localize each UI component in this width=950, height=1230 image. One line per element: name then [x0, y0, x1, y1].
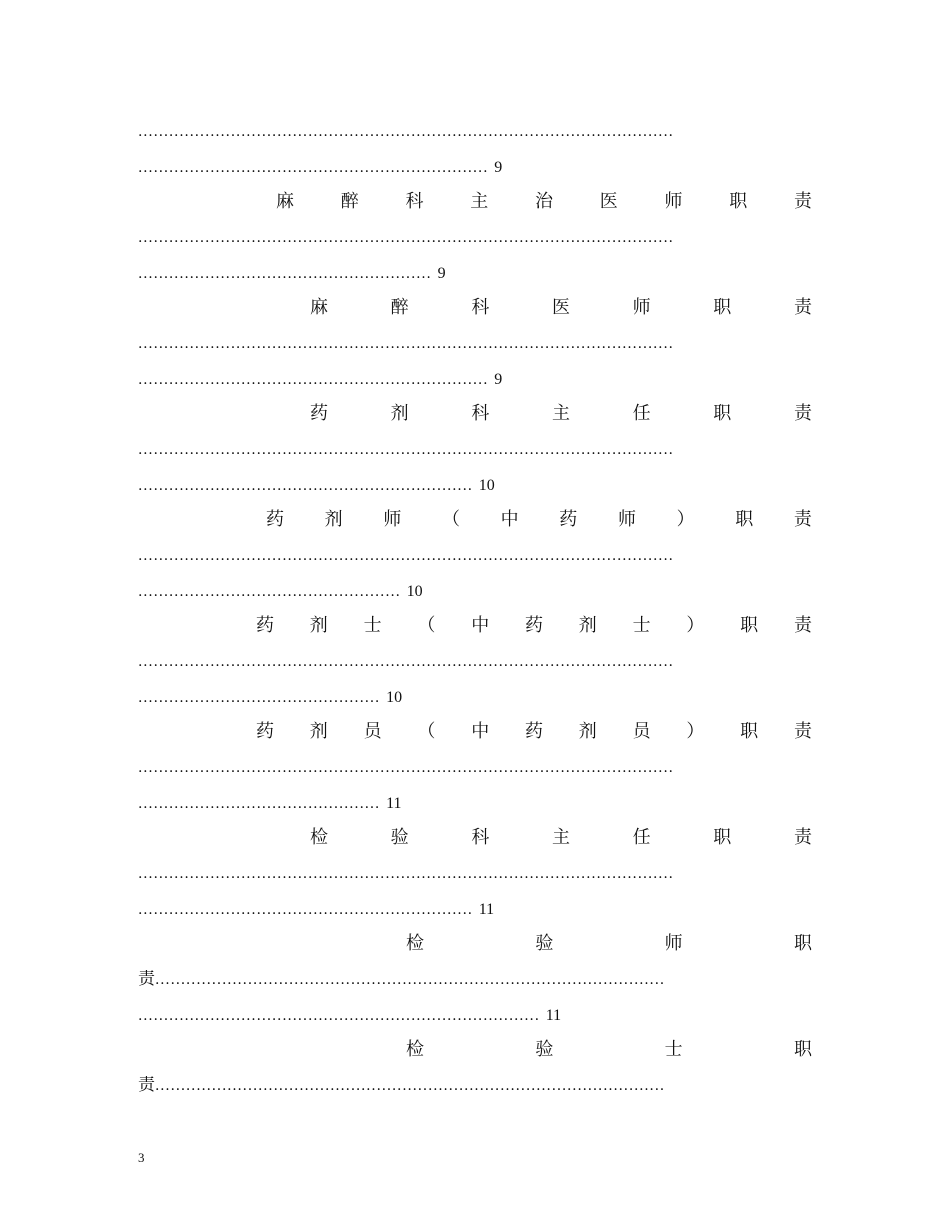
toc-leader-dots: .............................................................................. 11	[138, 1008, 562, 1024]
toc-leader-dots: ........................................................................................................	[138, 760, 674, 776]
toc-leader-dots: ............................................... 10	[138, 690, 403, 706]
toc-entry-title: 检 验 士 职	[406, 1039, 812, 1060]
toc-leader-dots: ................................................................. 11	[138, 902, 495, 918]
toc-leader-dots: ................................................... 10	[138, 584, 423, 600]
toc-entry-title: 检 验 师 职	[406, 933, 812, 954]
toc-entry-title: 药 剂 师 （ 中 药 师 ） 职 责	[266, 509, 812, 530]
toc-leader-dots: ........................................................................................................	[138, 230, 674, 246]
toc-leader-dots: ............................................... 11	[138, 796, 402, 812]
toc-page-number: 11	[545, 1008, 562, 1024]
toc-page-number: 9	[437, 266, 446, 282]
toc-leader-dots: ........................................................................................................	[138, 654, 674, 670]
toc-page-number: 9	[494, 372, 503, 388]
toc-leader-dots: ........................................................................................................	[138, 124, 674, 140]
toc-leader-dots: ........................................................................................................	[138, 442, 674, 458]
toc-entry-title: 麻 醉 科 医 师 职 责	[310, 297, 812, 318]
toc-entry-title-tail: 责...................................................................................................	[138, 970, 665, 989]
toc-leader-dots: ................................................................. 10	[138, 478, 495, 494]
toc-entry-title: 麻 醉 科 主 治 医 师 职 责	[276, 191, 812, 212]
toc-entry-title: 药 剂 士 （ 中 药 剂 士 ） 职 责	[256, 615, 812, 636]
toc-page-number: 10	[406, 584, 423, 600]
toc-entry-title: 药 剂 员 （ 中 药 剂 员 ） 职 责	[256, 721, 812, 742]
toc-leader-dots: ........................................................................................................	[138, 548, 674, 564]
toc-page-number: 11	[478, 902, 495, 918]
toc-page-number: 11	[386, 796, 402, 812]
toc-entry-title-tail: 责...................................................................................................	[138, 1076, 665, 1095]
toc-leader-dots: ......................................................... 9	[138, 266, 446, 282]
toc-leader-dots: ........................................................................................................	[138, 866, 674, 882]
page-number: 3	[138, 1150, 145, 1165]
toc-page-number: 9	[494, 160, 503, 176]
toc-page-number: 10	[478, 478, 495, 494]
toc-page-number: 10	[386, 690, 403, 706]
toc-entry-title: 药 剂 科 主 任 职 责	[310, 403, 812, 424]
toc-leader-dots: ........................................................................................................	[138, 336, 674, 352]
toc-leader-dots: .................................................................... 9	[138, 372, 503, 388]
toc-leader-dots: .................................................................... 9	[138, 160, 503, 176]
toc-entry-title: 检 验 科 主 任 职 责	[310, 827, 812, 848]
